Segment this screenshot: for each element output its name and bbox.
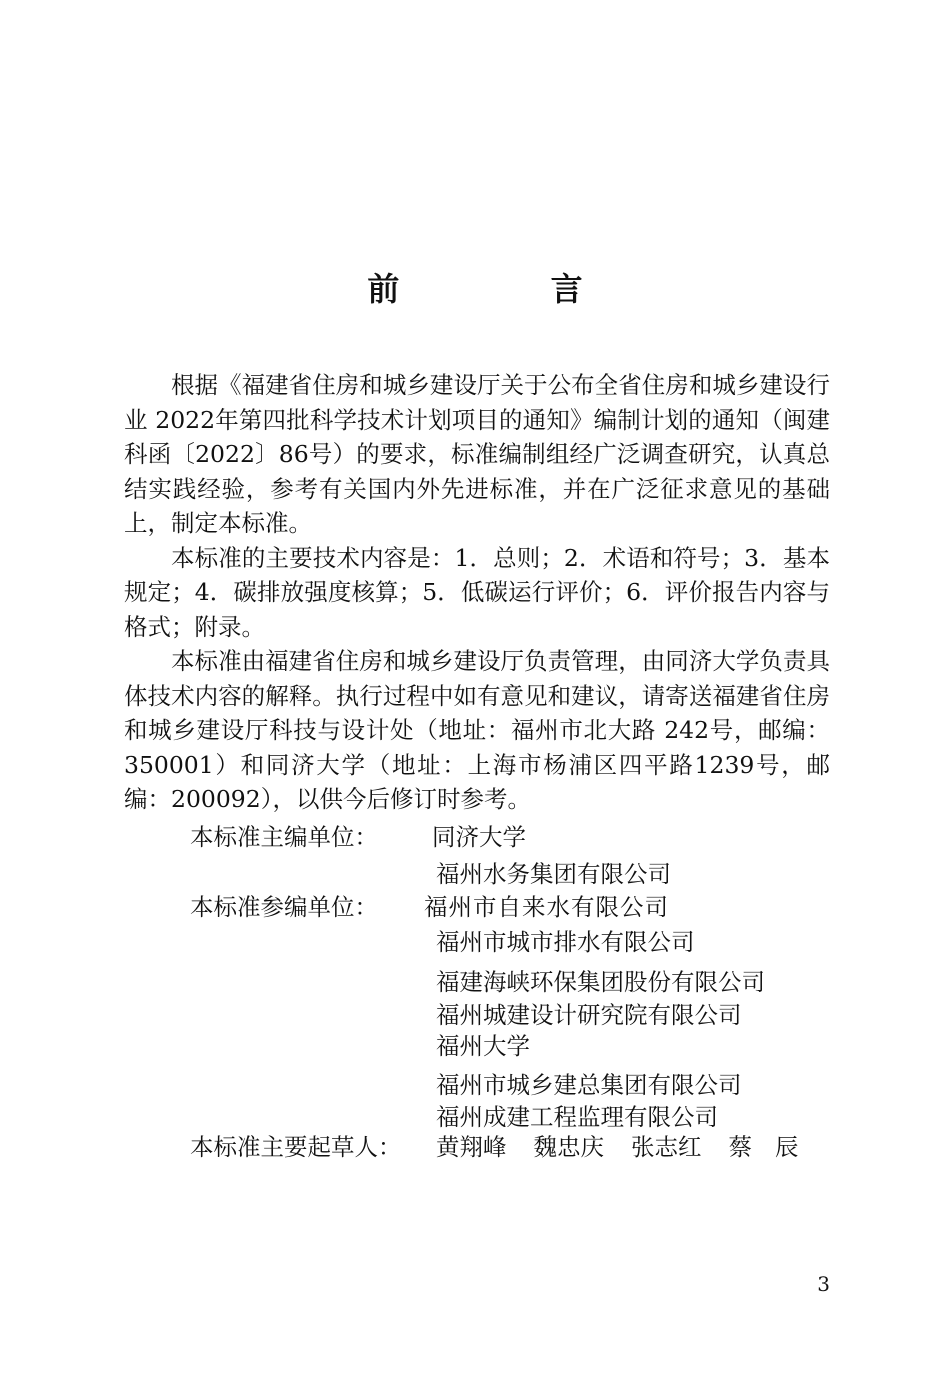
paragraph-basis: 根据《福建省住房和城乡建设厅关于公布全省住房和城乡建设行业 2022年第四批科学技术计划项目的通知》编制计划的通知（闽建科函〔2022〕86号）的要求，标准编制组经广泛调查研究，认真总结实践经验，参考有关国内外先进标准，并在广泛征求意见的基础上，制定本标准。 (124, 371, 830, 537)
drafter-name: 蔡辰 (728, 1133, 822, 1161)
participating-units-label: 本标准参编单位： (190, 893, 378, 921)
paragraph-management: 本标准由福建省住房和城乡建设厅负责管理，由同济大学负责具体技术内容的解释。执行过程中如有意见和建议，请寄送福建省住房和城乡建设厅科技与设计处（地址：福州市北大路 242号，邮编：350001）和同济大学（地址：上海市杨浦区四平路1239号，邮编：200092），以供今后修订时参考。 (124, 647, 830, 813)
participating-unit: 福州市城市排水有限公司 (436, 928, 695, 956)
chief-unit: 同济大学 (432, 823, 526, 851)
participating-unit: 福州城建设计研究院有限公司 (436, 1001, 742, 1029)
participating-unit: 福州成建工程监理有限公司 (436, 1103, 718, 1131)
drafter-name: 黄翔峰 (436, 1133, 507, 1161)
chief-unit: 福州水务集团有限公司 (436, 860, 671, 888)
paragraph-contents: 本标准的主要技术内容是：1．总则；2．术语和符号；3．基本规定；4．碳排放强度核算；5．低碳运行评价；6．评价报告内容与格式；附录。 (124, 543, 830, 641)
page-title: 前 言 (367, 270, 653, 308)
drafters-label: 本标准主要起草人： (190, 1133, 402, 1161)
page-number: 3 (817, 1272, 830, 1296)
drafter-name: 魏忠庆 (533, 1133, 604, 1161)
drafter-name: 张志红 (631, 1133, 702, 1161)
participating-unit: 福州大学 (436, 1032, 530, 1060)
preface-body (124, 368, 830, 817)
chief-units-label: 本标准主编单位： (190, 823, 378, 851)
participating-unit: 福建海峡环保集团股份有限公司 (436, 968, 765, 996)
participating-unit: 福州市自来水有限公司 (424, 893, 669, 921)
participating-unit: 福州市城乡建总集团有限公司 (436, 1071, 742, 1099)
drafters-list (436, 1128, 822, 1162)
